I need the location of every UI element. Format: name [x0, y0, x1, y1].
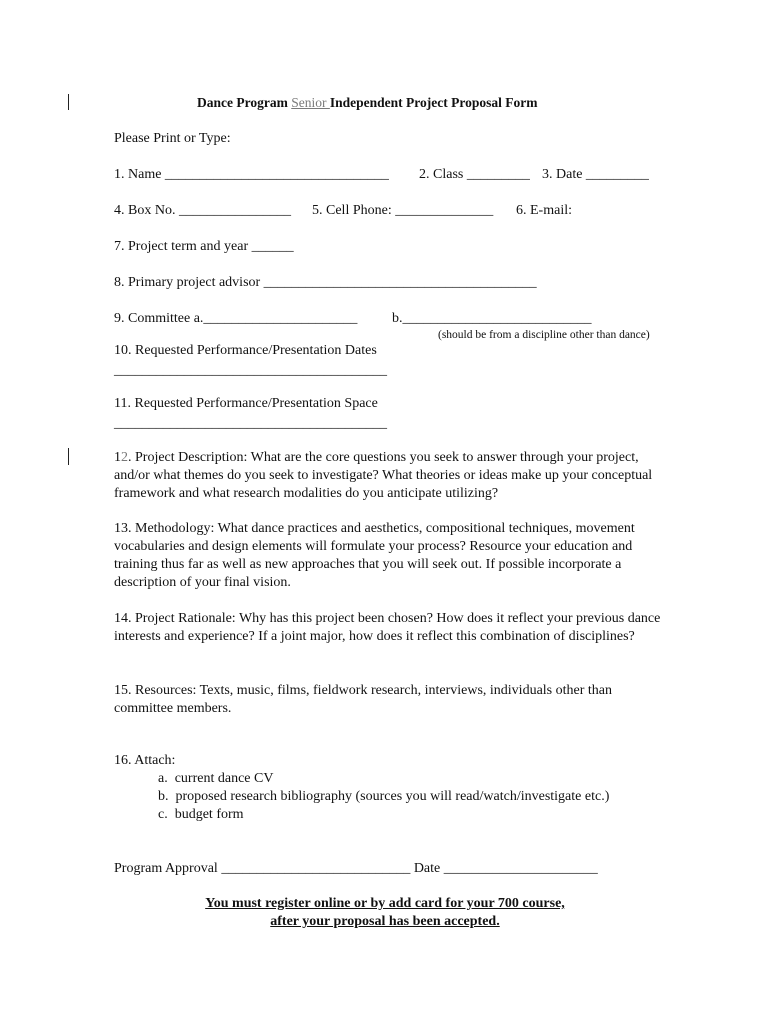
form-title	[197, 94, 537, 112]
registration-notice-line2: after your proposal has been accepted.	[270, 914, 500, 929]
question-14: 14. Project Rationale: Why has this project been chosen? How does it reflect your previous dance interests and experience? If a joint major, how does it reflect this combination of disciplines?	[114, 611, 661, 644]
question-13: 13. Methodology: What dance practices and aesthetics, compositional techniques, movement vocabularies and design elements will formulate your process? Resource your education and training thus far as well as new approaches that you will seek out. If possible incorporate a description of your final vision.	[114, 521, 635, 590]
question-16: 16. Attach:	[114, 753, 176, 768]
title-prefix: Dance Program	[197, 95, 292, 110]
instruction-text: Please Print or Type:	[114, 131, 231, 146]
committee-a-field[interactable]: 9. Committee a.______________________	[114, 311, 358, 326]
q12-number-b: 2	[121, 450, 128, 465]
presentation-space-field[interactable]: _______________________________________	[114, 416, 387, 431]
attach-item: b. proposed research bibliography (sources you will read/watch/investigate etc.)	[158, 789, 610, 804]
committee-note: (should be from a discipline other than dance)	[438, 329, 650, 341]
revision-marker	[68, 448, 69, 465]
q12-text: . Project Description: What are the core questions you seek to answer through your project, and/or what themes do you seek to investigate? What theories or ideas make up your conceptual framework and what research modalities do you anticipate utilizing?	[114, 450, 653, 501]
program-approval-field[interactable]: Program Approval ___________________________ Date ______________________	[114, 861, 598, 876]
presentation-dates-label: 10. Requested Performance/Presentation Dates	[114, 343, 377, 358]
title-senior: Senior	[291, 95, 330, 110]
advisor-field[interactable]: 8. Primary project advisor _______________________________________	[114, 275, 537, 290]
q12-number-a: 1	[114, 450, 121, 465]
class-field[interactable]: 2. Class _________	[419, 167, 530, 182]
presentation-dates-field[interactable]: _______________________________________	[114, 363, 387, 378]
box-number-field[interactable]: 4. Box No. ________________	[114, 203, 291, 218]
question-12	[114, 449, 674, 503]
question-15: 15. Resources: Texts, music, films, fieldwork research, interviews, individuals other than committee members.	[114, 683, 612, 716]
registration-notice-line1: You must register online or by add card for your 700 course,	[205, 896, 565, 911]
email-field[interactable]: 6. E-mail:	[516, 203, 572, 218]
attach-list	[158, 770, 609, 824]
title-suffix: Independent Project Proposal Form	[329, 95, 538, 110]
presentation-space-label: 11. Requested Performance/Presentation Space	[114, 396, 378, 411]
attach-item: a. current dance CV	[158, 771, 274, 786]
project-term-field[interactable]: 7. Project term and year ______	[114, 239, 294, 254]
revision-marker	[68, 94, 69, 110]
committee-b-field[interactable]: b.___________________________	[392, 311, 592, 326]
cell-phone-field[interactable]: 5. Cell Phone: ______________	[312, 203, 494, 218]
date-field[interactable]: 3. Date _________	[542, 167, 649, 182]
name-field[interactable]: 1. Name ________________________________	[114, 167, 389, 182]
attach-item: c. budget form	[158, 807, 244, 822]
